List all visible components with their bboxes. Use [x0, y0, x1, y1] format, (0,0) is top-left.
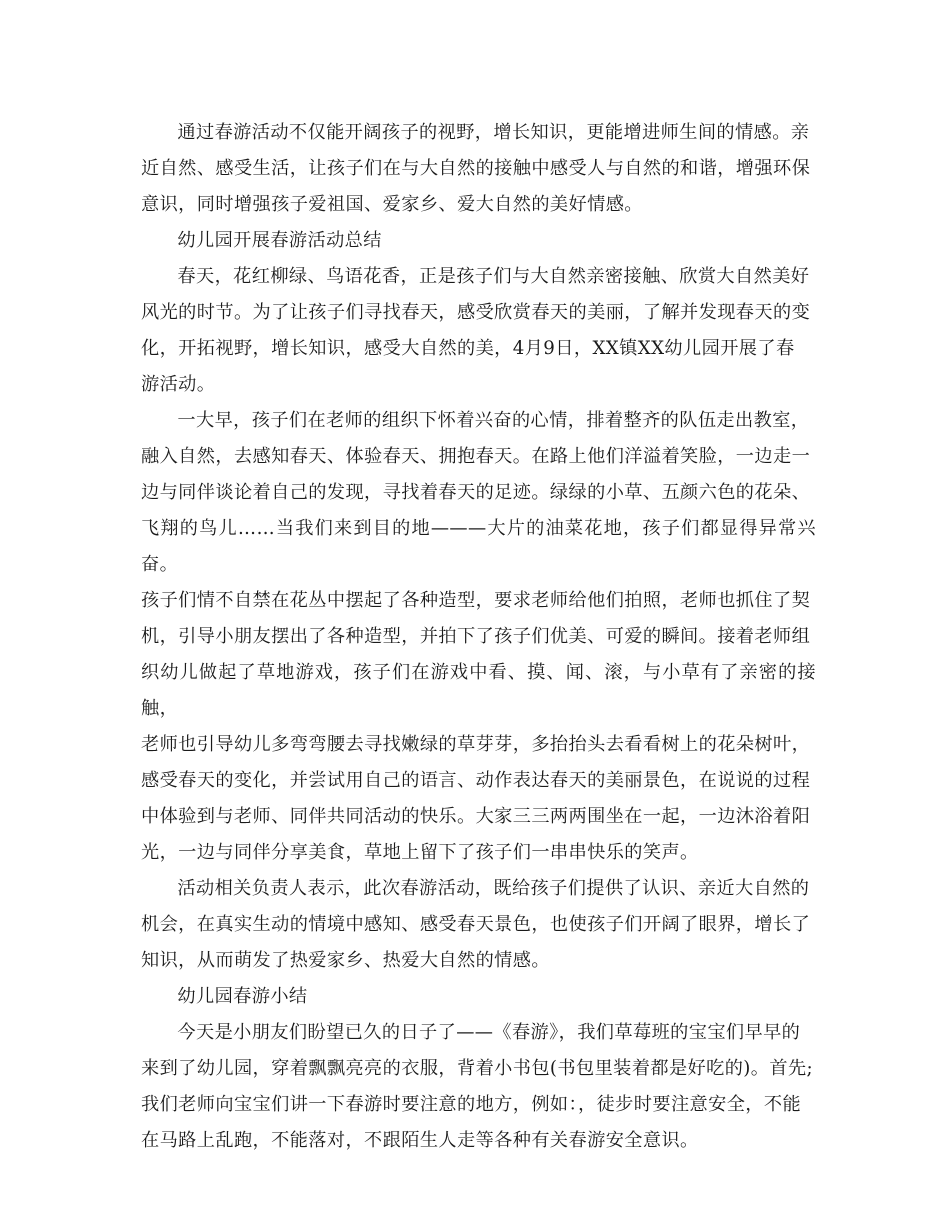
paragraph-organizer-remarks [141, 871, 816, 979]
text-line: 光，一边与同伴分享美食，草地上留下了孩子们一串串快乐的笑声。 [141, 842, 699, 863]
text-line: 老师也引导幼儿多弯弯腰去寻找嫩绿的草芽芽，多抬抬头去看看树上的花朵树叶， [141, 734, 811, 755]
text-line: 近自然、感受生活，让孩子们在与大自然的接触中感受人与自然的和谐，增强环保 [141, 158, 811, 179]
heading-text: 幼儿园开展春游活动总结 [177, 230, 382, 251]
text-line: 活动相关负责人表示，此次春游活动，既给孩子们提供了认识、亲近大自然的 [177, 878, 810, 899]
text-line: 意识，同时增强孩子爱祖国、爱家乡、爱大自然的美好情感。 [141, 194, 643, 215]
text-line: 春天，花红柳绿、鸟语花香，正是孩子们与大自然亲密接触、欣赏大自然美好 [177, 266, 810, 287]
text-line: 边与同伴谈论着自己的发现，寻找着春天的足迹。绿绿的小草、五颜六色的花朵、 [141, 482, 811, 503]
paragraph-spring-scene [141, 259, 816, 403]
document-page [141, 115, 816, 1159]
text-line: 飞翔的鸟儿……当我们来到目的地———大片的油菜花地，孩子们都显得异常兴奋。 [141, 518, 816, 575]
paragraph-intro [141, 115, 816, 223]
text-line: 风光的时节。为了让孩子们寻找春天，感受欣赏春天的美丽，了解并发现春天的变 [141, 302, 811, 323]
heading-text: 幼儿园春游小结 [177, 986, 308, 1007]
text-line: 我们老师向宝宝们讲一下春游时要注意的地方，例如：，徒步时要注意安全，不能 [141, 1094, 802, 1115]
text-line: 机会，在真实生动的情境中感知、感受春天景色，也使孩子们开阔了眼界，增长了 [141, 914, 811, 935]
text-line: 机，引导小朋友摆出了各种造型，并拍下了孩子们优美、可爱的瞬间。接着老师组 [141, 626, 811, 647]
text-line: 化，开拓视野，增长知识，感受大自然的美，4月9日，XX镇XX幼儿园开展了春 [141, 338, 795, 359]
text-line: 一大早，孩子们在老师的组织下怀着兴奋的心情，排着整齐的队伍走出教室， [177, 410, 810, 431]
section-heading-spring-outing-summary [141, 223, 816, 259]
paragraph-today-outing [141, 1015, 816, 1159]
text-line: 通过春游活动不仅能开阔孩子的视野，增长知识，更能增进师生间的情感。亲 [177, 122, 810, 143]
text-line: 感受春天的变化，并尝试用自己的语言、动作表达春天的美丽景色，在说说的过程 [141, 770, 811, 791]
text-line: 游活动。 [141, 374, 216, 395]
text-line: 织幼儿做起了草地游戏，孩子们在游戏中看、摸、闻、滚，与小草有了亲密的接触， [141, 662, 816, 719]
text-line: 中体验到与老师、同伴共同活动的快乐。大家三三两两围坐在一起，一边沐浴着阳 [141, 806, 811, 827]
section-heading-spring-outing-brief [141, 979, 816, 1015]
text-line: 在马路上乱跑，不能落对，不跟陌生人走等各种有关春游安全意识。 [141, 1130, 699, 1151]
text-line: 知识，从而萌发了热爱家乡、热爱大自然的情感。 [141, 950, 550, 971]
text-line: 今天是小朋友们盼望已久的日子了——《春游》，我们草莓班的宝宝们早早的 [177, 1022, 801, 1043]
paragraph-morning-activity [141, 403, 816, 871]
text-line: 孩子们情不自禁在花丛中摆起了各种造型，要求老师给他们拍照，老师也抓住了契 [141, 590, 811, 611]
text-line: 来到了幼儿园，穿着飘飘亮亮的衣服，背着小书包(书包里装着都是好吃的)。首先; [141, 1058, 814, 1079]
text-line: 融入自然，去感知春天、体验春天、拥抱春天。在路上他们洋溢着笑脸，一边走一 [141, 446, 811, 467]
